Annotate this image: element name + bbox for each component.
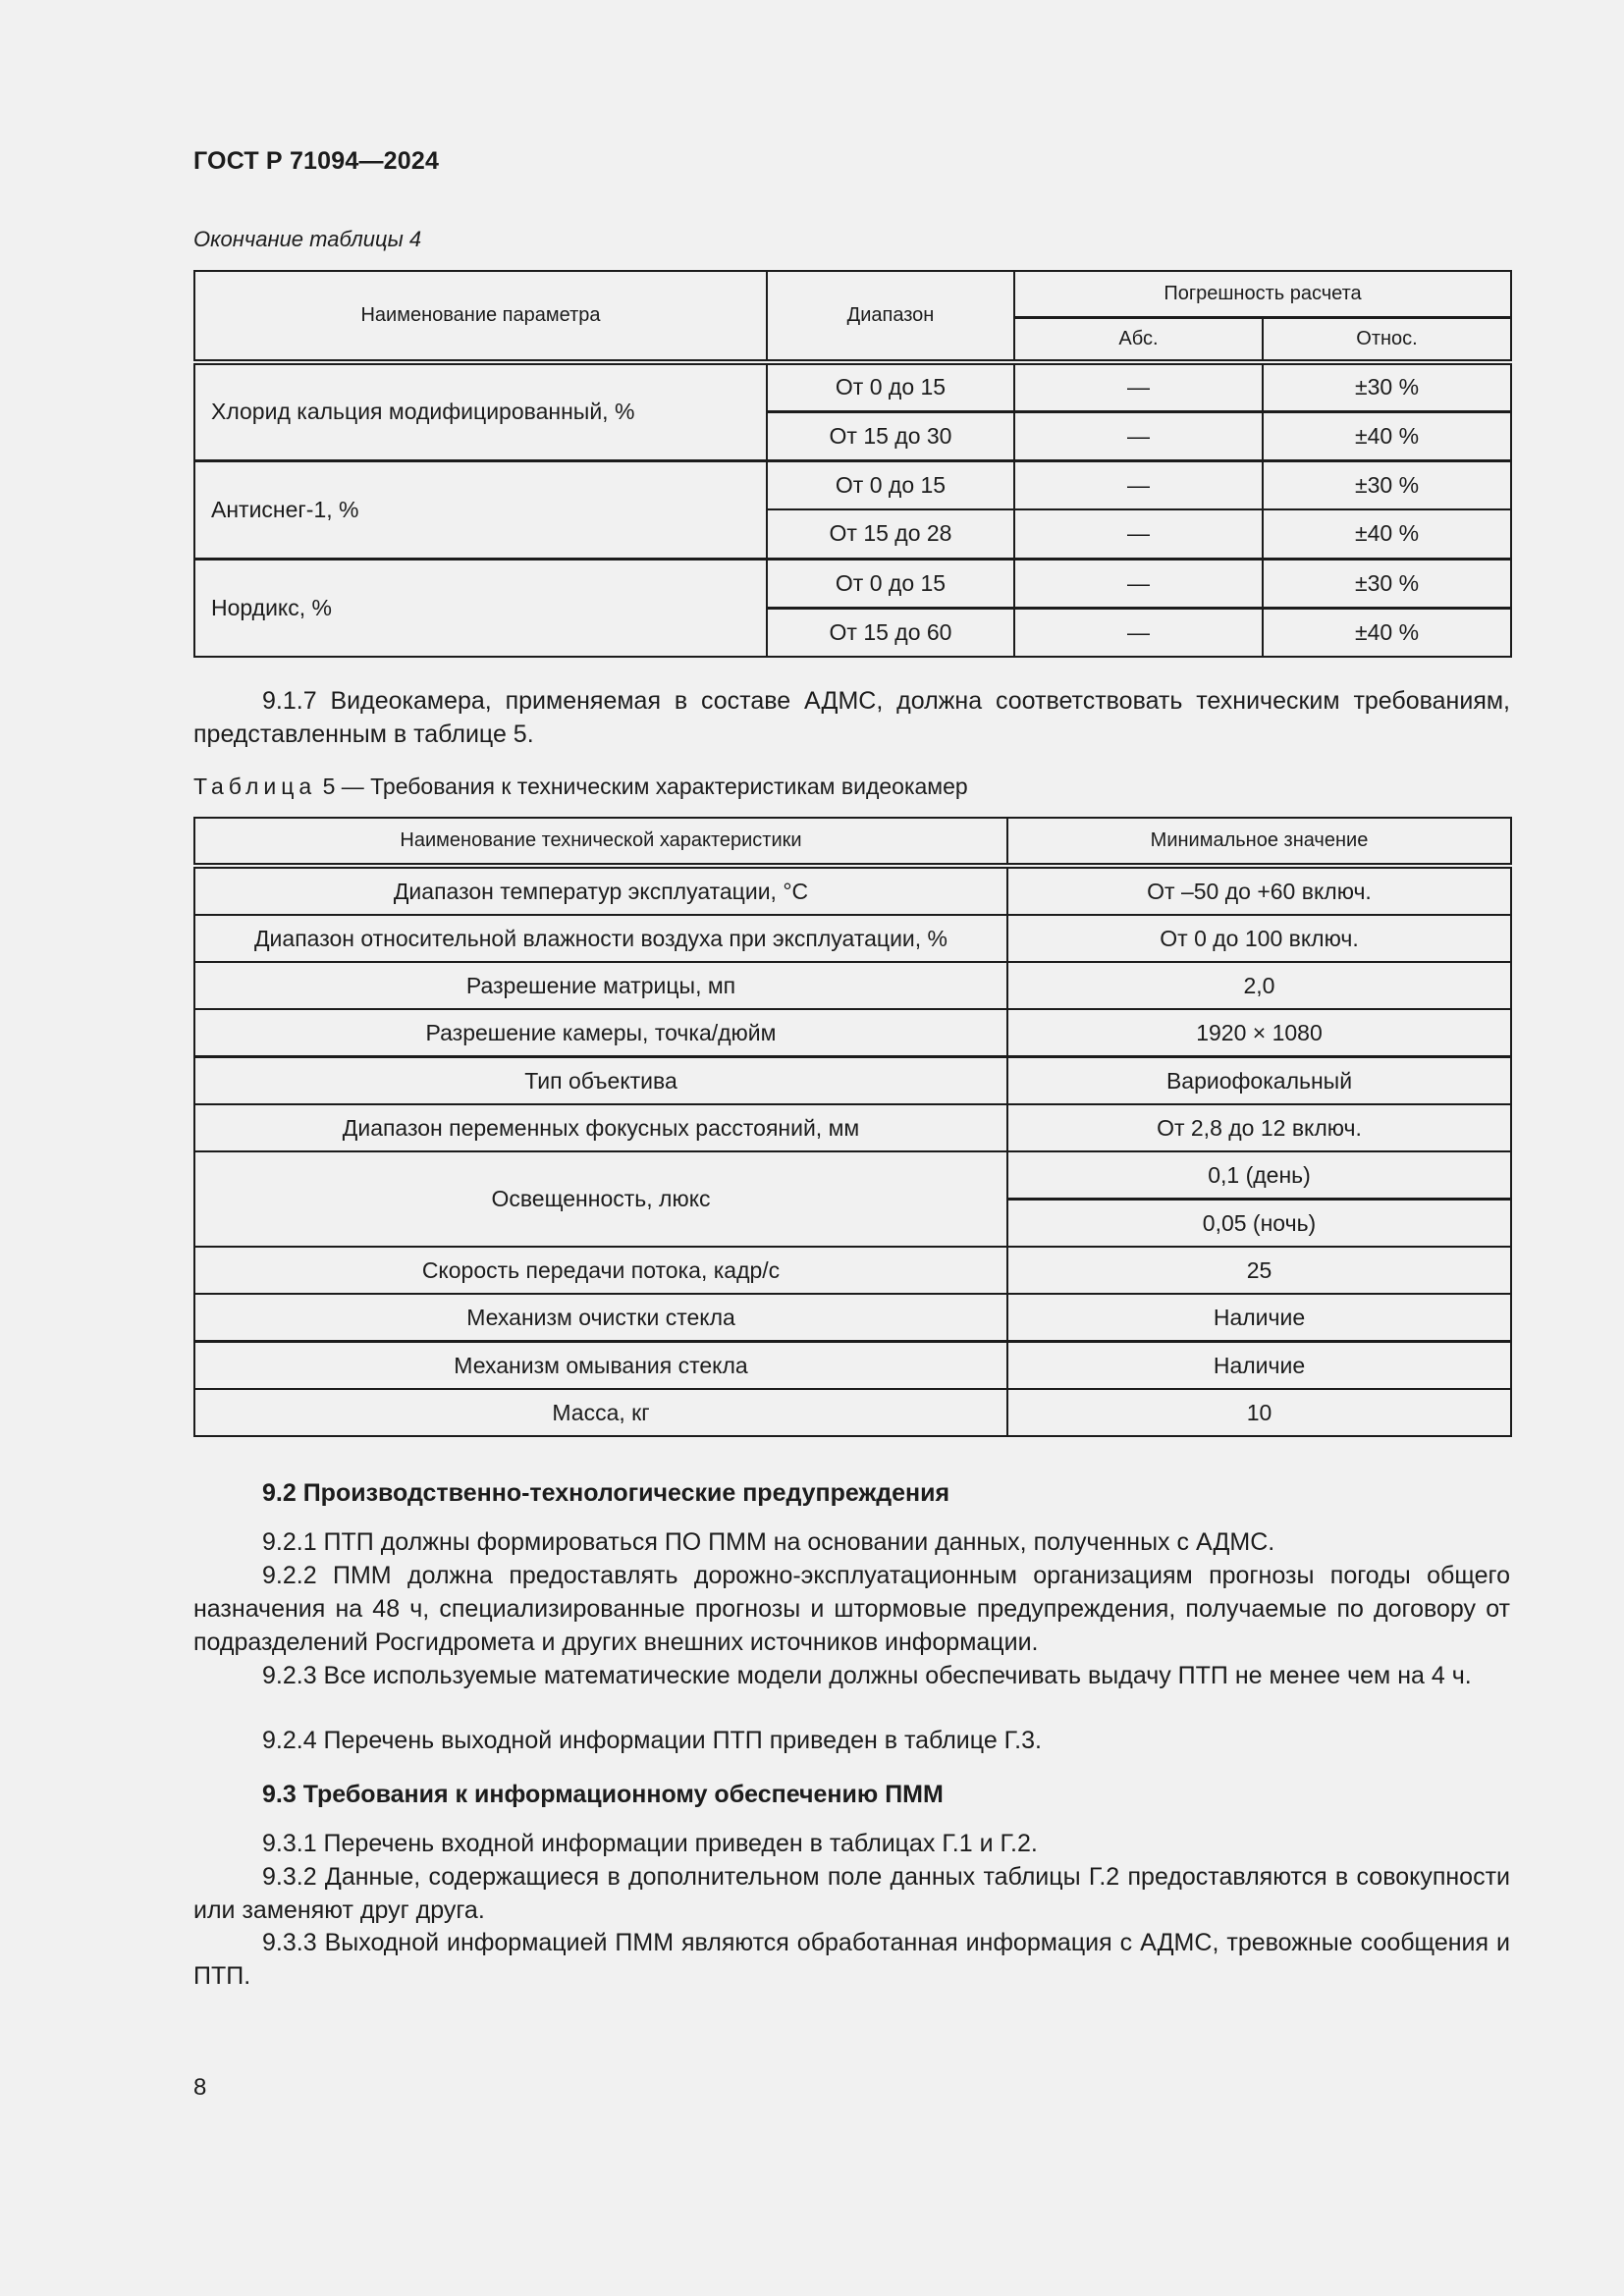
abs-cell: — (1014, 362, 1263, 411)
range-cell: От 0 до 15 (767, 460, 1014, 509)
header-abs: Абс. (1014, 317, 1263, 362)
paragraph-9-2-3: 9.2.3 Все используемые математические модели должны обеспечивать выдачу ПТП не менее чем на 4 ч. (262, 1662, 1472, 1689)
param-name: Антиснег-1, % (194, 460, 767, 559)
table5-caption-word: Таблица (193, 774, 317, 799)
table-row (194, 1342, 1511, 1390)
paragraph-9-3-3: 9.3.3 Выходной информацией ПММ являются обработанная информация с АДМС, тревожные сообщения и ПТП. (193, 1929, 1510, 1990)
table-row (194, 1247, 1511, 1294)
document-id-header: ГОСТ Р 71094—2024 (193, 147, 440, 175)
characteristic-value: Наличие (1007, 1342, 1511, 1390)
paragraph-9-1-7: 9.1.7 Видеокамера, применяемая в составе АДМС, должна соответствовать техническим требованиям, представленным в таблице 5. (193, 687, 1510, 748)
header-min-value: Минимальное значение (1007, 818, 1511, 866)
characteristic-value: 25 (1007, 1247, 1511, 1294)
paragraph-9-3-2: 9.3.2 Данные, содержащиеся в дополнительном поле данных таблицы Г.2 предоставляются в совокупности или заменяют друг друга. (193, 1863, 1510, 1924)
rel-cell: ±40 % (1263, 608, 1511, 657)
table-4 (193, 270, 1512, 658)
characteristic-value: От –50 до +60 включ. (1007, 866, 1511, 915)
header-characteristic-name: Наименование технической характеристики (194, 818, 1007, 866)
range-cell: От 0 до 15 (767, 362, 1014, 411)
characteristic-value: 2,0 (1007, 962, 1511, 1009)
characteristic-value: 1920 × 1080 (1007, 1009, 1511, 1057)
characteristic-value: 10 (1007, 1389, 1511, 1436)
range-cell: От 15 до 30 (767, 411, 1014, 460)
table-row (194, 362, 1511, 411)
paragraph-9-3-1: 9.3.1 Перечень входной информации приведен в таблицах Г.1 и Г.2. (262, 1830, 1038, 1857)
characteristic-name: Разрешение камеры, точка/дюйм (194, 1009, 1007, 1057)
rel-cell: ±30 % (1263, 559, 1511, 608)
section-9-3-title: 9.3 Требования к информационному обеспечению ПММ (262, 1781, 944, 1808)
characteristic-name: Диапазон переменных фокусных расстояний, мм (194, 1104, 1007, 1151)
table4-continuation-caption: Окончание таблицы 4 (193, 227, 422, 251)
characteristic-value: Вариофокальный (1007, 1057, 1511, 1105)
characteristic-name: Механизм очистки стекла (194, 1294, 1007, 1342)
abs-cell: — (1014, 608, 1263, 657)
characteristic-value: Наличие (1007, 1294, 1511, 1342)
characteristic-value-night: 0,05 (ночь) (1007, 1200, 1511, 1248)
table5-caption-title: 5 — Требования к техническим характеристикам видеокамер (322, 774, 968, 799)
characteristic-name: Масса, кг (194, 1389, 1007, 1436)
table-row (194, 460, 1511, 509)
paragraph-9-2-1: 9.2.1 ПТП должны формироваться ПО ПММ на основании данных, полученных с АДМС. (262, 1528, 1275, 1556)
rel-cell: ±30 % (1263, 460, 1511, 509)
table-row (194, 1104, 1511, 1151)
paragraph-9-2-2: 9.2.2 ПММ должна предоставлять дорожно-эксплуатационным организациям прогнозы погоды общего назначения на 48 ч, специализированные прогнозы и штормовые предупреждения, получаемые по договору от подразделений Росгидромета и других внешних источников информации. (193, 1562, 1510, 1656)
characteristic-name: Механизм омывания стекла (194, 1342, 1007, 1390)
abs-cell: — (1014, 411, 1263, 460)
range-cell: От 15 до 60 (767, 608, 1014, 657)
table5-caption (193, 774, 968, 800)
header-calc-error: Погрешность расчета (1014, 271, 1511, 317)
range-cell: От 0 до 15 (767, 559, 1014, 608)
table-5 (193, 817, 1512, 1437)
abs-cell: — (1014, 509, 1263, 559)
table-row (194, 1151, 1511, 1200)
characteristic-name: Разрешение матрицы, мп (194, 962, 1007, 1009)
header-rel: Относ. (1263, 317, 1511, 362)
header-param-name: Наименование параметра (194, 271, 767, 362)
table-row (194, 915, 1511, 962)
abs-cell: — (1014, 460, 1263, 509)
rel-cell: ±30 % (1263, 362, 1511, 411)
rel-cell: ±40 % (1263, 509, 1511, 559)
table-row (194, 1057, 1511, 1105)
param-name: Нордикс, % (194, 559, 767, 657)
param-name: Хлорид кальция модифицированный, % (194, 362, 767, 460)
characteristic-value: От 2,8 до 12 включ. (1007, 1104, 1511, 1151)
paragraph-9-2-4: 9.2.4 Перечень выходной информации ПТП приведен в таблице Г.3. (262, 1727, 1042, 1754)
rel-cell: ±40 % (1263, 411, 1511, 460)
table-row (194, 559, 1511, 608)
abs-cell: — (1014, 559, 1263, 608)
characteristic-value-day: 0,1 (день) (1007, 1151, 1511, 1200)
table-row (194, 1389, 1511, 1436)
characteristic-name: Диапазон температур эксплуатации, °С (194, 866, 1007, 915)
table-row (194, 1009, 1511, 1057)
characteristic-name: Тип объектива (194, 1057, 1007, 1105)
characteristic-name: Диапазон относительной влажности воздуха при эксплуатации, % (194, 915, 1007, 962)
characteristic-value: От 0 до 100 включ. (1007, 915, 1511, 962)
table-row (194, 866, 1511, 915)
section-9-2-title: 9.2 Производственно-технологические предупреждения (262, 1479, 950, 1507)
table-row (194, 1294, 1511, 1342)
header-range: Диапазон (767, 271, 1014, 362)
table-row (194, 962, 1511, 1009)
range-cell: От 15 до 28 (767, 509, 1014, 559)
characteristic-name: Освещенность, люкс (194, 1151, 1007, 1247)
page-number: 8 (193, 2074, 207, 2101)
characteristic-name: Скорость передачи потока, кадр/с (194, 1247, 1007, 1294)
